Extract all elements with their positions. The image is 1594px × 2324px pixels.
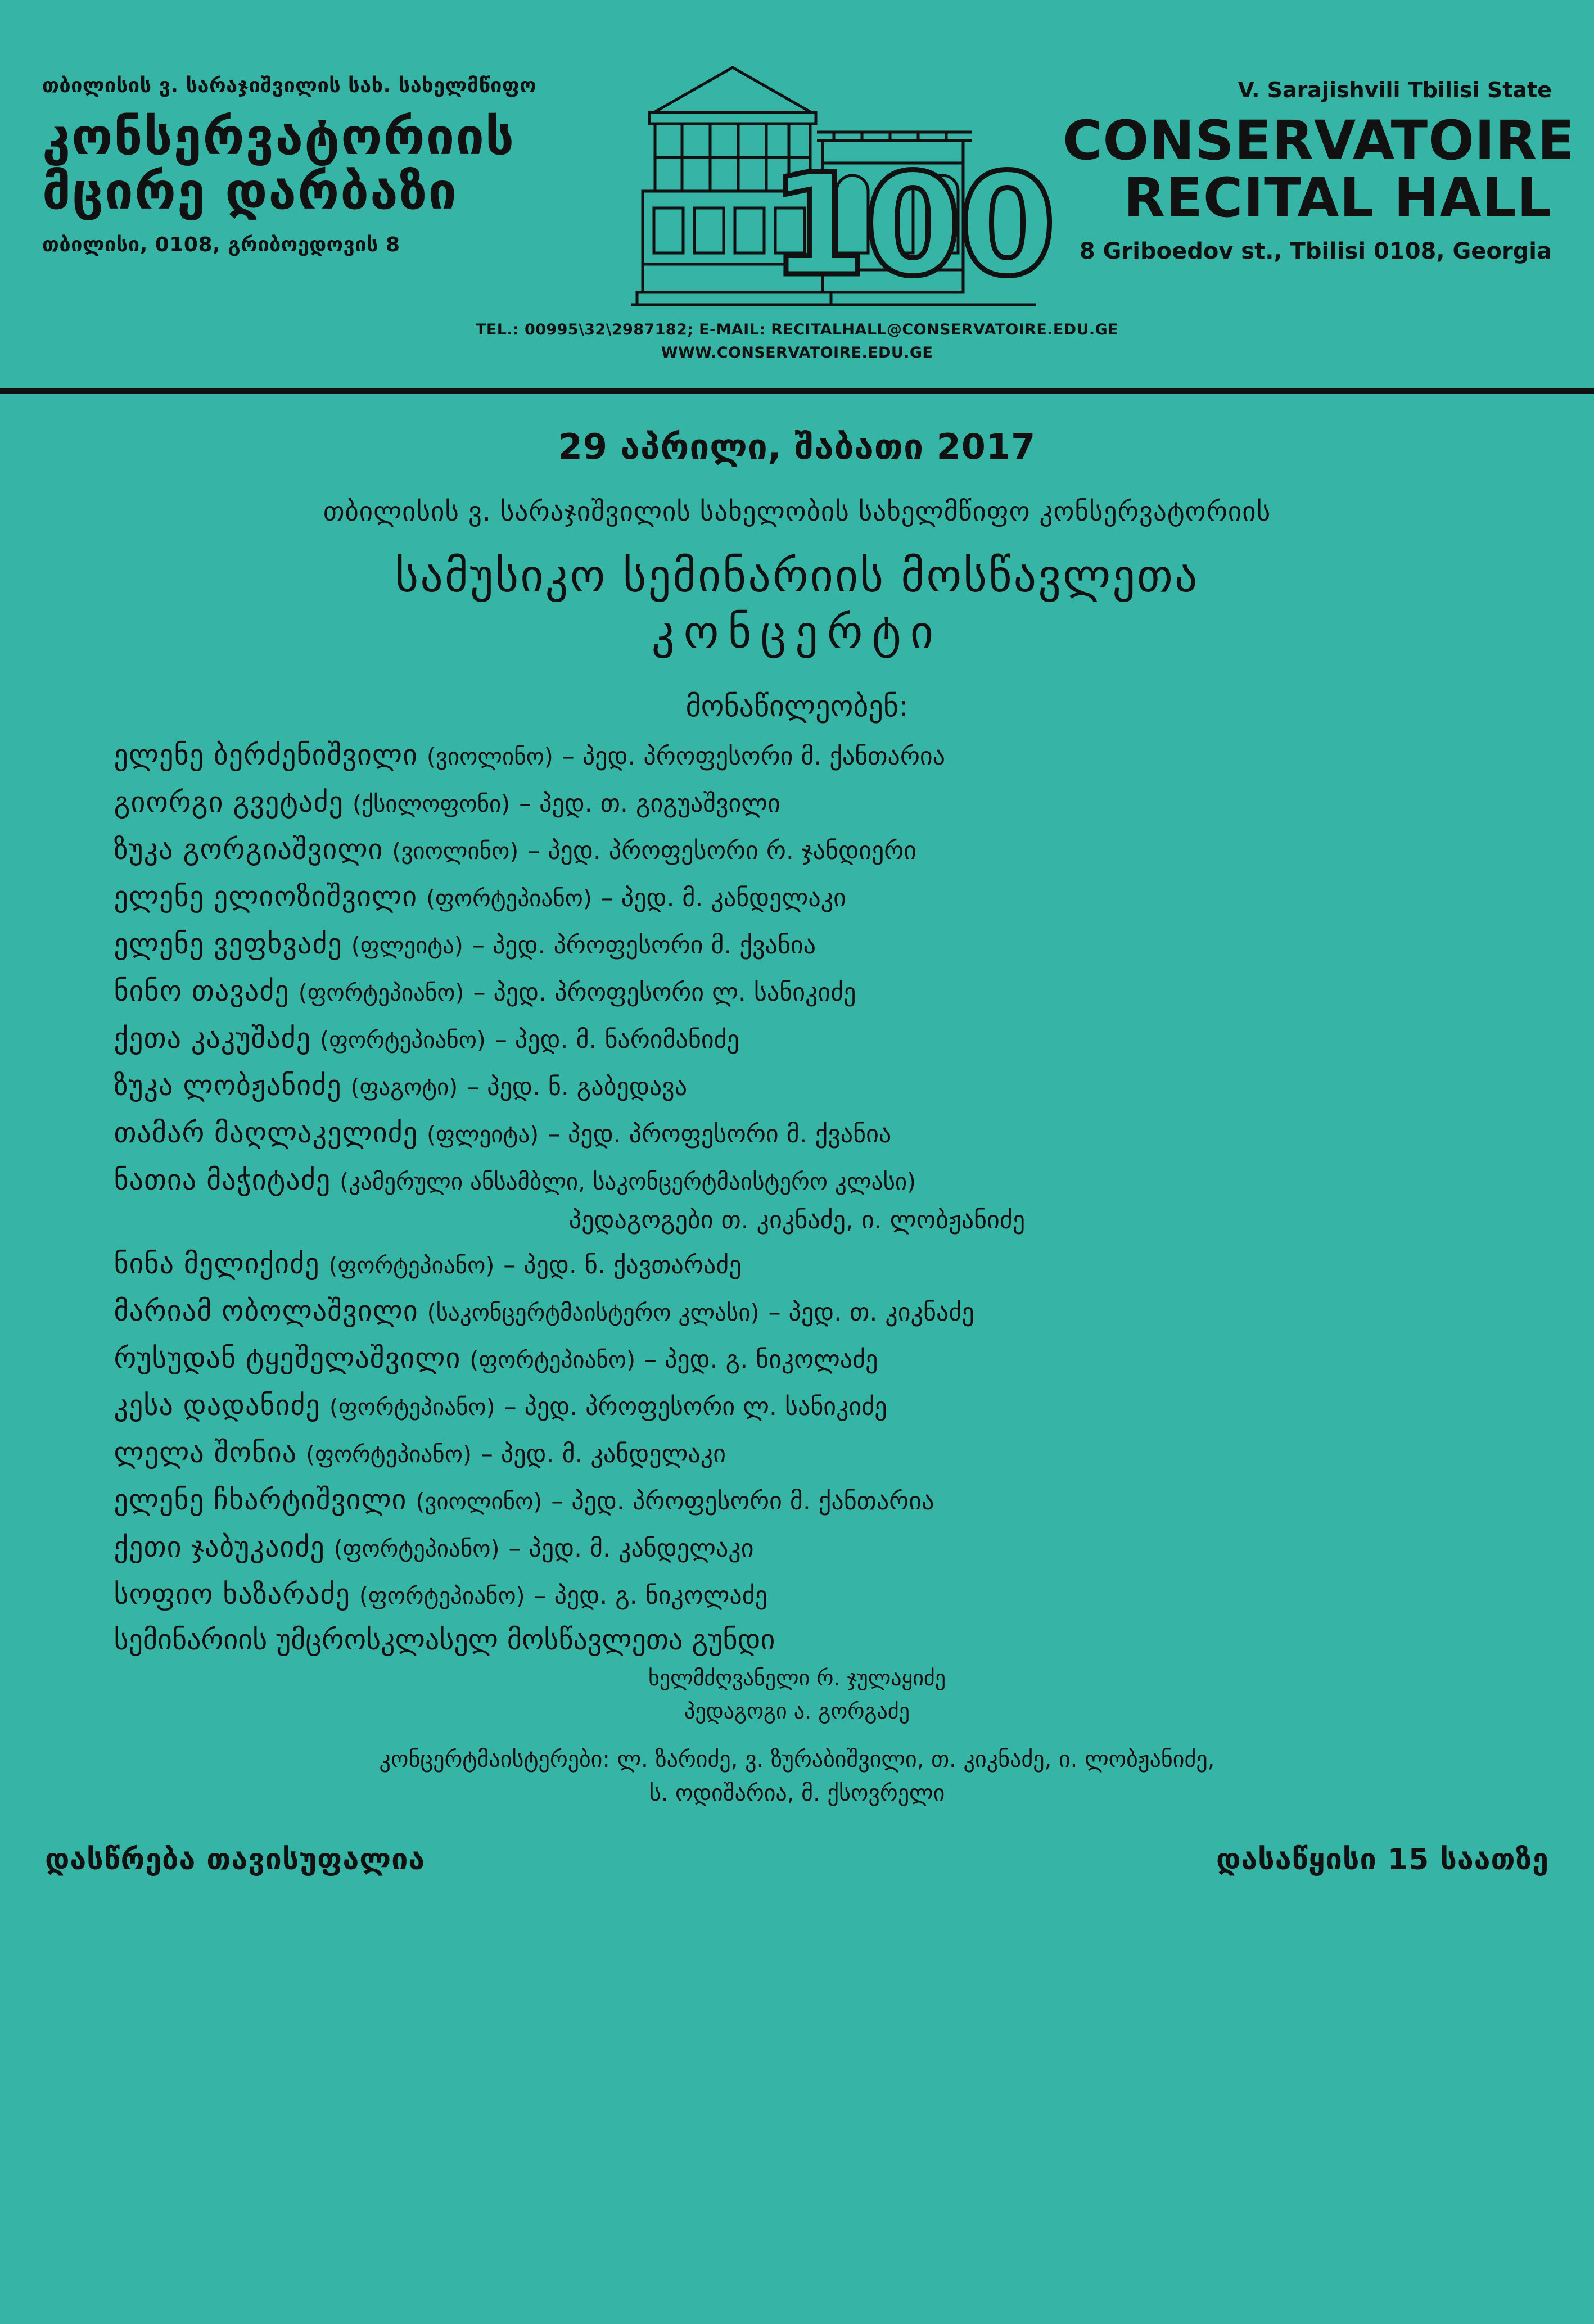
performer-teacher: – პედ. პროფესორი ლ. სანიკიძე [504, 1392, 887, 1422]
performer-instrument: (ფორტეპიანო) [298, 979, 464, 1007]
performer-name: თამარ მაღლაკელიძე [114, 1116, 418, 1150]
list-item [114, 1482, 1480, 1518]
performer-teacher: – პედ. თ. გიგუაშვილი [519, 789, 780, 819]
performer-name: ზუკა ლობჟანიძე [114, 1069, 342, 1102]
performer-instrument: (ფორტეპიანო) [333, 1535, 500, 1563]
performer-instrument: (ფლეიტა) [427, 1121, 539, 1149]
performer-teacher: – პედ. მ. კანდელაკი [600, 884, 846, 913]
header-ge-address: თბილისი, 0108, გრიბოედოვის 8 [42, 233, 400, 257]
list-item [114, 926, 1480, 962]
poster-footer [34, 1843, 1560, 1877]
performer-teacher: – პედ. პროფესორი მ. ქვანია [472, 931, 816, 960]
list-item [114, 1162, 1480, 1199]
performer-teacher: – პედ. თ. კიკნაძე [768, 1298, 974, 1327]
performer-instrument: (ფლეიტა) [351, 932, 463, 960]
list-item [114, 1340, 1480, 1377]
concertmasters-line2: ს. ოდიშარია, მ. ქსოვრელი [649, 1780, 945, 1807]
performers-note: პედაგოგები თ. კიკნაძე, ი. ლობჟანიძე [568, 1206, 1026, 1235]
performer-name: ლელა შონია [114, 1436, 297, 1470]
anniversary-100-number: 100 [769, 143, 1053, 307]
list-item [114, 784, 1480, 821]
event-title-line2: კონცერტი [651, 606, 943, 659]
performer-name: ელენე ვეფხვაძე [114, 928, 342, 961]
performer-name: რუსუდან ტყეშელაშვილი [114, 1342, 461, 1375]
concertmasters [114, 1743, 1480, 1810]
list-item [114, 1115, 1480, 1151]
header-main-row [0, 0, 1594, 309]
list-item [114, 1576, 1480, 1613]
header-english-block [1063, 62, 1575, 264]
list-item [114, 737, 1480, 774]
contact-info [0, 319, 1594, 364]
performer-name: ნინა მელიქიძე [114, 1247, 320, 1281]
performer-instrument: (ფორტეპიანო) [320, 1027, 486, 1054]
header-en-small-top: V. Sarajishvili Tbilisi State [1238, 78, 1552, 102]
performer-instrument: (ფორტეპიანო) [469, 1346, 636, 1374]
performer-instrument: (საკონცერტმაისტერო კლასი) [427, 1299, 760, 1327]
performers-list [114, 737, 1480, 1810]
list-item [114, 1068, 1480, 1104]
performer-instrument: (კამერული ანსამბლი, საკონცერტმაისტერო კლასი) [340, 1168, 916, 1196]
header-en-title-line1: CONSERVATOIRE [1063, 109, 1575, 172]
start-time-note: დასაწყისი 15 საათზე [1216, 1843, 1549, 1877]
concertmasters-line1: კონცერტმაისტერები: ლ. ზარიძე, ვ. ზურაბიშვილი, თ. კიკნაძე, ი. ლობჟანიძე, [379, 1747, 1215, 1773]
performer-name: ელენე ჩხარტიშვილი [114, 1484, 407, 1517]
performer-teacher: – პედ. პროფესორი რ. ჯანდიერი [527, 837, 917, 866]
header-ge-small-top: თბილისის ვ. სარაჯიშვილის სახ. სახელმწიფო [42, 74, 536, 97]
performer-name: გიორგი გვეტაძე [114, 786, 344, 819]
performer-teacher: – პედ. გ. ნიკოლაძე [534, 1581, 768, 1611]
admission-note: დასწრება თავისუფალია [45, 1843, 426, 1877]
list-item [114, 1020, 1480, 1057]
poster-header [0, 0, 1594, 394]
performer-name: მარიამ ობოლაშვილი [114, 1295, 418, 1328]
event-date: 29 აპრილი, შაბათი 2017 [558, 426, 1036, 467]
header-georgian-block [42, 62, 604, 256]
performer-name: ელენე ელიოზიშვილი [114, 880, 418, 914]
list-item [114, 973, 1480, 1010]
performer-teacher: – პედ. პროფესორი მ. ქანთარია [562, 742, 945, 771]
performer-instrument: (ვიოლინო) [392, 838, 519, 865]
list-item [114, 879, 1480, 915]
list-item [114, 1293, 1480, 1330]
poster-body [0, 426, 1594, 1877]
performer-instrument: (ფორტეპიანო) [329, 1394, 495, 1421]
performer-name: ელენე ბერძენიშვილი [114, 739, 418, 772]
organization-name: თბილისის ვ. სარაჯიშვილის სახელობის სახელმწიფო კონსერვატორიის [323, 496, 1271, 527]
performer-instrument: (ფორტეპიანო) [426, 885, 592, 912]
list-item [114, 1246, 1480, 1282]
header-logo-block [620, 45, 1053, 309]
list-item [114, 1529, 1480, 1566]
contact-website[interactable]: WWW.CONSERVATOIRE.EDU.GE [661, 343, 933, 361]
list-item [114, 1387, 1480, 1424]
performer-teacher: – პედ. მ. კანდელაკი [508, 1534, 754, 1563]
performer-teacher: – პედ. პროფესორი მ. ქანთარია [551, 1487, 934, 1516]
performer-instrument: (ქსილოფონი) [352, 790, 511, 818]
performer-name: კესა დადანიძე [114, 1389, 320, 1422]
performer-name: ქეთა კაკუშაძე [114, 1022, 311, 1055]
performer-name: ნინო თავაძე [114, 975, 290, 1008]
performer-instrument: (ვიოლინო) [416, 1488, 543, 1516]
performer-instrument: (ფაგოტი) [350, 1074, 458, 1101]
performer-name: ქეთი ჯაბუკაიძე [114, 1531, 325, 1564]
performer-name: ნათია მაჭიტაძე [114, 1164, 331, 1197]
participants-heading: მონაწილეობენ: [685, 690, 909, 724]
performer-teacher: – პედ. მ. კანდელაკი [480, 1440, 726, 1469]
choir-teacher: პედაგოგი ა. გორგაძე [684, 1699, 910, 1724]
event-title-line1: სამუსიკო სემინარიის მოსწავლეთა [395, 550, 1199, 602]
list-item [114, 831, 1480, 868]
header-ge-title-line1: კონსერვატორიის [42, 107, 516, 166]
performer-instrument: (ფორტეპიანო) [306, 1441, 472, 1468]
conservatoire-building-icon [620, 45, 1053, 309]
choir-conductor: ხელმძღვანელი რ. ჯულაყიძე [648, 1666, 946, 1691]
contact-phone-email: TEL.: 00995\32\2987182; E-MAIL: RECITALHALL@CONSERVATOIRE.EDU.GE [476, 321, 1118, 338]
performer-teacher: – პედ. პროფესორი ლ. სანიკიძე [473, 978, 856, 1007]
performer-teacher: – პედ. მ. ნარიმანიძე [494, 1025, 739, 1055]
header-ge-title-line2: მცირე დარბაზი [42, 162, 458, 221]
performer-teacher: – პედ. ნ. ქავთარაძე [503, 1251, 742, 1280]
choir-title: სემინარიის უმცროსკლასელ მოსწავლეთა გუნდი [114, 1624, 775, 1657]
performer-name: ზუკა გორგიაშვილი [114, 833, 383, 866]
performer-teacher: – პედ. გ. ნიკოლაძე [644, 1345, 878, 1374]
header-en-address: 8 Griboedov st., Tbilisi 0108, Georgia [1079, 238, 1552, 264]
performer-instrument: (ვიოლინო) [426, 743, 553, 771]
list-item [114, 1435, 1480, 1471]
performer-teacher: – პედ. პროფესორი მ. ქვანია [548, 1120, 892, 1149]
performer-instrument: (ფორტეპიანო) [359, 1583, 525, 1610]
performer-teacher: – პედ. ნ. გაბედავა [467, 1073, 688, 1102]
performer-instrument: (ფორტეპიანო) [328, 1252, 495, 1279]
header-en-title-line2: RECITAL HALL [1123, 166, 1552, 229]
performer-name: სოფიო ხაზარაძე [114, 1578, 350, 1611]
